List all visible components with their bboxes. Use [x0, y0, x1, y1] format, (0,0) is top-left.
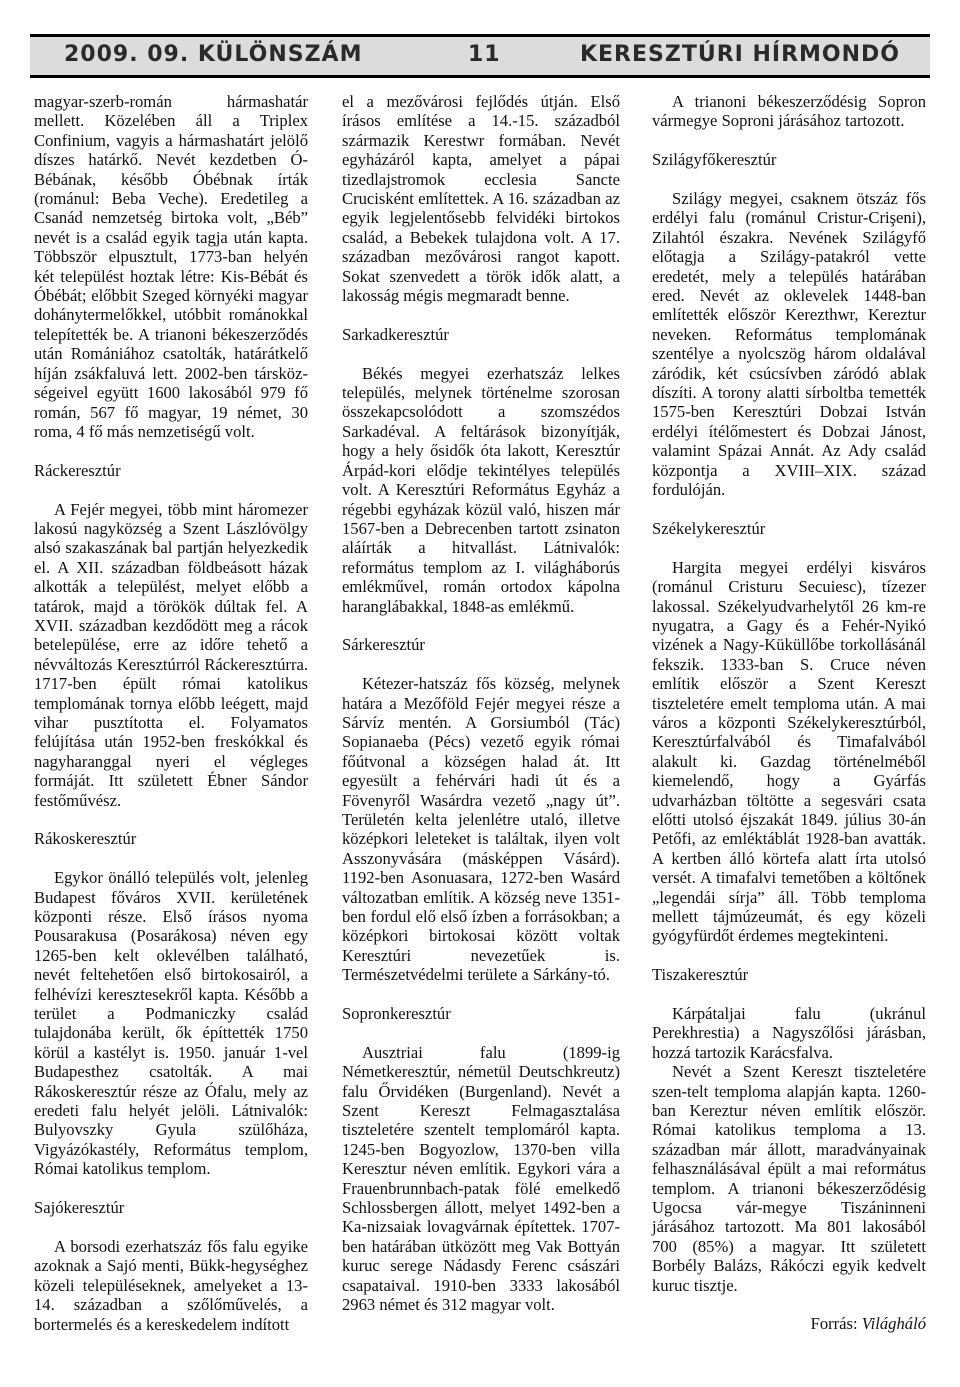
sarkeresztur-text: Kétezer-hatszáz fős község, melynek határa a Mezőföld Fejér megyei része a Sárvíz mentén. A Gorsiumból (Tác) Sopianaeba (Pécs) vezető egyik római főútvonal a községen halad át. Itt egyesült a fehérvári hadi út és a Fövenyről Wasárdra vezető „nagy út”. Területén kelta jelenlétre utaló, illetve középkori leleteket is találtak, ilyen volt Asszonyvására (másképpen Vásárd). 1192-ben Asonuasara, 1272-ben Wasárd változatban említik. A község neve 1351-ben fordul elő első ízben a forrásokban; a középkori birtokosai között voltak Keresztúri nevezetűek is. Természetvédelmi területe a Sárkány-tó. [342, 674, 620, 985]
sarkadkeresztur-text: Békés megyei ezerhatszáz lelkes település, melynek történelme szorosan összekapcsolódott a szomszédos Sarkadéval. A feltárások bizonyítják, hogy a hely ősidők óta lakott, Keresztúr Árpád-kori elődje tekintélyes település volt. A Keresztúri Református Egyház a régebbi egyházak közül való, hiszen már 1567-ben a Debrecenben tartott zsinaton aláírták a hitvallást. Látnivalók: református templom az I. világháborús emlékművel, román ortodox kápolna haranglábakkal, 1848-as emlékmű. [342, 363, 620, 616]
heading-szekelykeresztur: Székelykeresztúr [652, 518, 766, 538]
column-1 [34, 92, 308, 1334]
heading-szilagyfokeresztur: Szilágyfőkeresztúr [652, 150, 777, 170]
rakoskeresztur-text: Egykor önálló település volt, jelenleg Budapest főváros XVII. kerületének központi része. Első írásos nyoma Pousarakusa (Posarákosa) néven egy 1265-ben kelt oklevélben található, nevét feltehetően első birtokosairól, a felhévízi keresztesekről kapta. Később a terület a Podmaniczky család tulajdonába került, ők építtették 1750 körül a kastélyt is. 1950. január 1-vel Budapesthez csatolták. A mai Rákoskeresztúr része az Ófalu, mely az eredeti falu helyét jelöli. Látnivalók: Bulyovszky Gyula szülőháza, Vigyázókastély, Református templom, Római katolikus templom. [34, 868, 308, 1179]
obeb-text: magyar-szerb-román hármashatár mellett. Közelében áll a Triplex Confinium, vagyis a hármashatárt jelölő díszes határkő. Nevét kezdetben Ó-Bébának, később Óbébnak írták (románul: Beba Veche). Eredetileg a Csanád nemzetség birtoka volt, „Béb” nevét is a család egyik tagja után kapta. Többször elpusztult, 1773-ban helyén két települést hoztak létre: Kis-Bébát és Óbébát; előbbit Szeged környéki magyar dohánytermelőkkel, utóbbit románokkal telepítették be. A trianoni békeszerződés után Romániához csatolták, határátkelő híján zsákfaluvá lett. 2002-ben társköz-ségeivel együtt 1600 lakosából 979 fő román, 567 fő magyar, 19 német, 30 roma, 4 fő más nemzetiségű volt. [34, 92, 308, 441]
sajokeresztur-text: A borsodi ezerhatszáz fős falu egyike azoknak a Sajó menti, Bükk-hegységhez közeli településeknek, amelyeket a 13-14. században a szőlőművelés, a bortermelés és a kereskedelem indított [34, 1236, 308, 1334]
source-label: Forrás: [810, 1314, 858, 1334]
column-2 [342, 92, 620, 1315]
heading-rackeresztur: Ráckeresztúr [34, 460, 121, 480]
heading-sopronkeresztur: Sopronkeresztúr [342, 1004, 451, 1024]
szilagyfokeresztur-text: Szilágy megyei, csaknem ötszáz fős erdélyi falu (románul Cristur-Crişeni), Zilahtól északra. Nevének Szilágyfő előtagja a Szilágy-patakról vette eredetét, mely a település határában ered. Nevét az oklevelek 1448-ban említették először Kerezthwr, Kereztur neveken. Református templomának szentélye a nyolcszög három oldalával záródik, két csúcsívben záródó ablak díszíti. A torony alatti sírboltba temették 1575-ben Keresztúri Dobzai István erdélyi ítélőmestert és Dobzai Jánost, valamint Spázai Annát. Az Ady család központja a XVIII–XIX. század fordulóján. [652, 189, 926, 500]
column-3 [652, 92, 926, 1334]
sopronkeresztur-continued-text: A trianoni békeszerződésig Sopron vármegye Soproni járásához tartozott. [652, 92, 926, 131]
heading-tiszakeresztur: Tiszakeresztúr [652, 965, 749, 985]
szekelykeresztur-text: Hargita megyei erdélyi kisváros (románul Cristuru Secuiesc), tízezer lakossal. Székelyudvarhelytől 26 km-re nyugatra, a Gagy és a Fehér-Nyikó vizének a Nagy-Küküllőbe torkollásánál fekszik. 1333-ban S. Cruce néven említik először a Szent Kereszt tiszteletére emelt temploma után. A mai város a központi Székelykeresztúrból, Keresztúrfalvából és Timafalvából alakult ki. Gazdag történelméből kiemelendő, hogy a Gyárfás udvarházban töltötte a segesvári csata előtti utolsó éjszakát 1849. július 30-án Petőfi, az emléktáblát 1928-ban avatták. A kertben álló körtefa alatt írta utolsó versét. A timafalvi temetőben a költőnek „legendái sírja” áll. Több temploma mellett tájmúzeumát, és egy közeli gyógyfürdőt érdemes megtekinteni. [652, 557, 926, 946]
source-name: Világháló [861, 1314, 926, 1334]
heading-sarkadkeresztur: Sarkadkeresztúr [342, 324, 449, 344]
tiszakeresztur-text-2: Nevét a Szent Kereszt tiszteletére szen-telt temploma alapján kapta. 1260-ban Kereztur néven említik először. Római katolikus temploma a 13. században már állott, maradványainak felhasználásával épült a mai református templom. A trianoni békeszerződésig Ugocsa vár-megye Tiszáninneni járásához tartozott. Ma 801 lakosából 700 (85%) a magyar. Itt született Borbély Balázs, Rákóczi egyik kedvelt kuruc tisztje. [652, 1062, 926, 1295]
publication-title: KERESZTÚRI HÍRMONDÓ [579, 42, 900, 67]
tiszakeresztur-text: Kárpátaljai falu (ukránul Perekhrestia) a Nagyszőlősi járásban, hozzá tartozik Karácsfalva. [652, 1004, 926, 1062]
page-header [30, 34, 930, 78]
rackeresztur-text: A Fejér megyei, több mint háromezer lakosú nagyközség a Szent Lászlóvölgy alsó szakaszának bal partján helyezkedik el. A XII. században földbeásott házak alkották a települést, melyet előbb a tatárok, majd a törökök dúltak fel. A XVII. században kezdődött meg a rácok betelepülése, erre az időre tehető a névváltozás Keresztúrról Ráckeresztúrra. 1717-ben épült római katolikus templomának tornya előbb leégett, majd vihar pusztította el. Folyamatos felújítása után 1952-ben freskókkal és nagyharanggal nyeri el végleges formáját. Itt született Ébner Sándor festőművész. [34, 499, 308, 810]
issue-date: 2009. 09. KÜLÖNSZÁM [64, 42, 363, 67]
heading-sarkeresztur: Sárkeresztúr [342, 635, 425, 655]
heading-sajokeresztur: Sajókeresztúr [34, 1198, 125, 1218]
sajokeresztur-continued-text: el a mezővárosi fejlődés útján. Első írásos említése a 14.-15. századból származik Kerestwr formában. Nevét egyházáról kapta, amelyet a pápai tizedlajstromok ecclesia Sancte Crucisként említettek. A 16. században az egyik legjelentősebb felvidéki birtokos család, a Bebekek tulajdona volt. A 17. században mezővárosi rangot kapott. Sokat szenvedett a török idők alatt, a lakosság mégis megmaradt benne. [342, 92, 620, 306]
page-number: 11 [468, 42, 501, 67]
source-credit [652, 1314, 926, 1333]
sopronkeresztur-text: Ausztriai falu (1899-ig Németkeresztúr, németül Deutschkreutz) falu Őrvidéken (Burgenland). Nevét a Szent Kereszt Felmagasztalása tiszteletére szentelt templomáról kapta. 1245-ben Bogyozlow, 1370-ben villa Keresztur néven említik. Egykori vára a Frauenbrunnbach-patak fölé emelkedő Schlossbergen állott, melyet 1492-ben a Ka-nizsaiak lovagvárnak építettek. 1707-ben határában ütközött meg Vak Bottyán kuruc serege Nádasdy Ferenc császári csapataival. 1910-ben 3333 lakosából 2963 német és 312 magyar volt. [342, 1042, 620, 1315]
heading-rakoskeresztur: Rákoskeresztúr [34, 829, 137, 849]
